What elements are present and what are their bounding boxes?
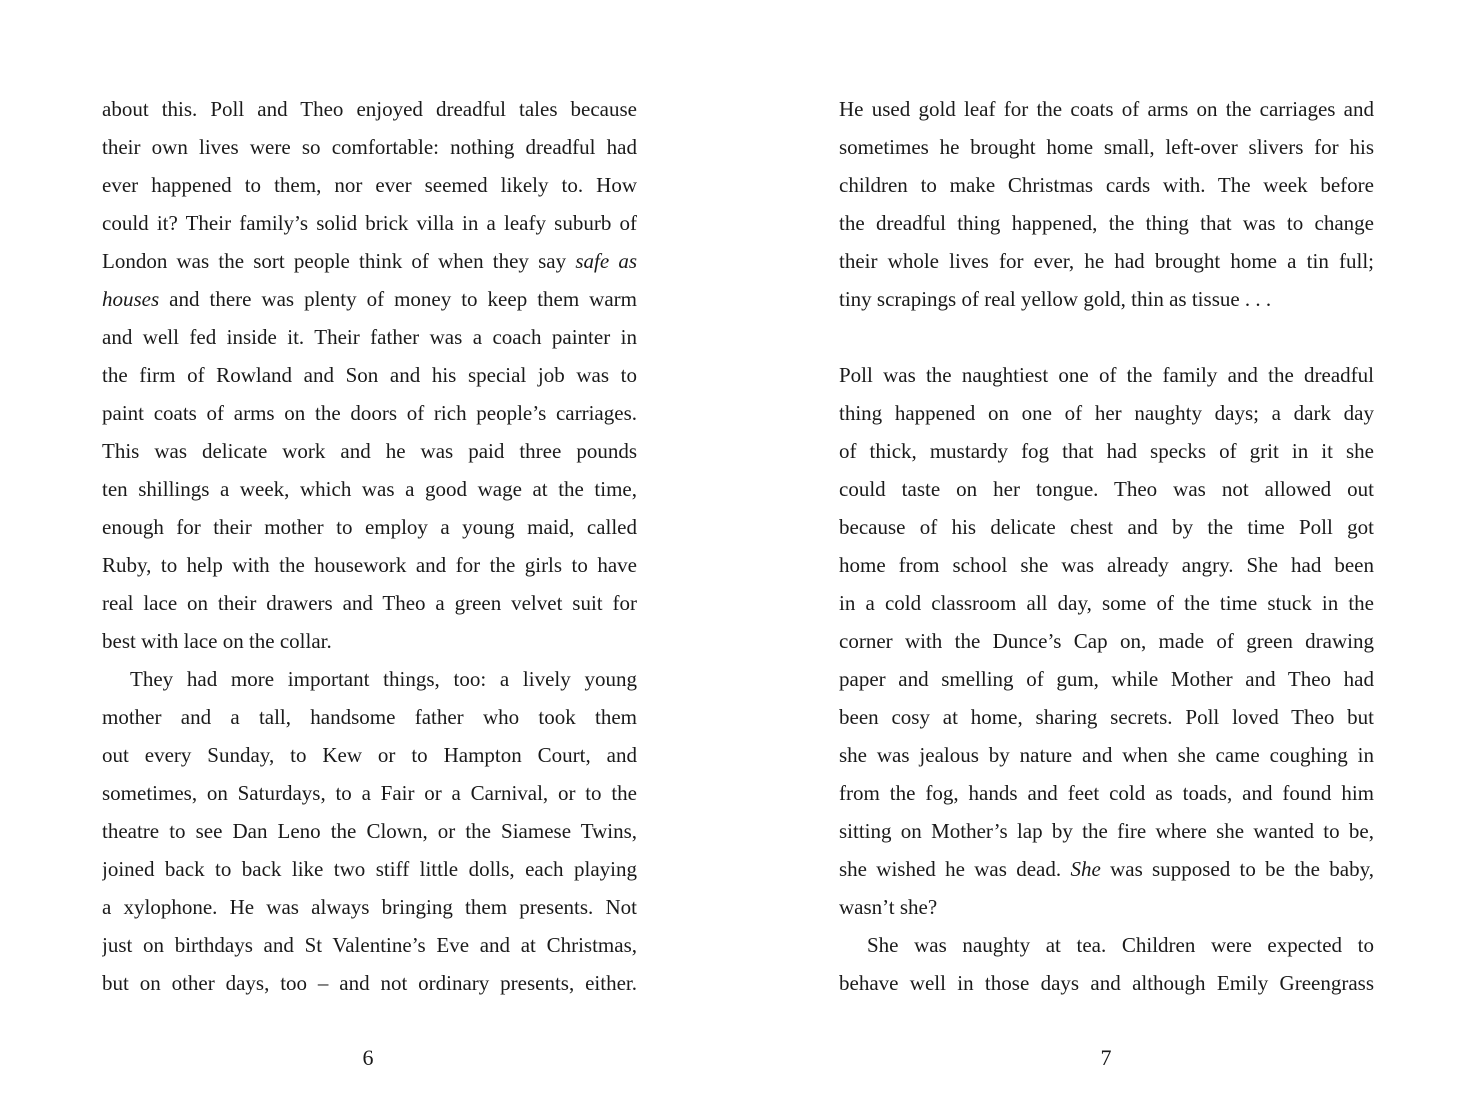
text-line: paint coats of arms on the doors of rich people’s carriages. [102, 401, 637, 425]
text-line: tiny scrapings of real yellow gold, thin as tissue . . . [839, 287, 1272, 311]
text-span: London was the sort people think of when they say [102, 249, 576, 273]
page-number: 7 [1100, 1045, 1112, 1070]
text-line: He used gold leaf for the coats of arms on the carriages and [839, 97, 1374, 121]
text-line: This was delicate work and he was paid three pounds [102, 439, 637, 463]
text-span: and there was plenty of money to keep them warm [159, 287, 637, 311]
text-line: their own lives were so comfortable: nothing dreadful had [102, 135, 637, 159]
text-line: from the fog, hands and feet cold as toads, and found him [839, 781, 1374, 805]
text-line: she was jealous by nature and when she came coughing in [839, 743, 1374, 767]
text-line: sometimes he brought home small, left-over slivers for his [839, 135, 1374, 159]
text-line: paper and smelling of gum, while Mother and Theo had [839, 667, 1374, 691]
text-line: theatre to see Dan Leno the Clown, or the Siamese Twins, [102, 819, 637, 843]
text-line: the firm of Rowland and Son and his special job was to [102, 363, 637, 387]
text-line: could taste on her tongue. Theo was not allowed out [839, 477, 1374, 501]
text-line: She was naughty at tea. Children were expected to [867, 933, 1374, 957]
text-line: mother and a tall, handsome father who took them [102, 705, 637, 729]
text-line: real lace on their drawers and Theo a green velvet suit for [102, 591, 637, 615]
left-page [102, 90, 637, 1002]
text-line: thing happened on one of her naughty days; a dark day [839, 401, 1374, 425]
text-line: enough for their mother to employ a young maid, called [102, 515, 637, 539]
text-line [102, 242, 637, 280]
text-line: wasn’t she? [839, 895, 938, 919]
italic-text: houses [102, 287, 160, 311]
text-line: but on other days, too – and not ordinary presents, either. [102, 971, 637, 995]
text-line: because of his delicate chest and by the time Poll got [839, 515, 1374, 539]
text-line: Poll was the naughtiest one of the family and the dreadful [839, 363, 1374, 387]
text-line: sitting on Mother’s lap by the fire where she wanted to be, [839, 819, 1374, 843]
text-span: she wished he was dead. [839, 857, 1071, 881]
text-line: corner with the Dunce’s Cap on, made of green drawing [839, 629, 1374, 653]
text-line: their whole lives for ever, he had brought home a tin full; [839, 249, 1374, 273]
text-span: was supposed to be the baby, [1100, 857, 1374, 881]
text-line: sometimes, on Saturdays, to a Fair or a Carnival, or to the [102, 781, 637, 805]
text-line: in a cold classroom all day, some of the time stuck in the [839, 591, 1374, 615]
text-line: Ruby, to help with the housework and for the girls to have [102, 553, 637, 577]
text-line: and well fed inside it. Their father was a coach painter in [102, 325, 637, 349]
text-line: ever happened to them, nor ever seemed likely to. How [102, 173, 637, 197]
text-line: been cosy at home, sharing secrets. Poll loved Theo but [839, 705, 1374, 729]
text-line: home from school she was already angry. She had been [839, 553, 1374, 577]
text-line: the dreadful thing happened, the thing that was to change [839, 211, 1374, 235]
text-line: about this. Poll and Theo enjoyed dreadful tales because [102, 97, 637, 121]
text-line: a xylophone. He was always bringing them presents. Not [102, 895, 637, 919]
right-page [839, 90, 1374, 1002]
text-line: could it? Their family’s solid brick villa in a leafy suburb of [102, 211, 637, 235]
italic-text: safe as [575, 249, 637, 273]
text-line: just on birthdays and St Valentine’s Eve and at Christmas, [102, 933, 637, 957]
text-line: of thick, mustardy fog that had specks of grit in it she [839, 439, 1374, 463]
text-line: They had more important things, too: a lively young [130, 667, 637, 691]
text-line: ten shillings a week, which was a good wage at the time, [102, 477, 637, 501]
section-break [839, 318, 1374, 356]
page-number: 6 [362, 1045, 374, 1070]
text-line: children to make Christmas cards with. The week before [839, 173, 1374, 197]
text-line: behave well in those days and although Emily Greengrass [839, 971, 1374, 995]
text-line: joined back to back like two stiff little dolls, each playing [102, 857, 637, 881]
text-line: out every Sunday, to Kew or to Hampton Court, and [102, 743, 637, 767]
italic-text: She [1070, 857, 1101, 881]
text-line [839, 850, 1374, 888]
text-line: best with lace on the collar. [102, 629, 332, 653]
text-line [102, 280, 637, 318]
